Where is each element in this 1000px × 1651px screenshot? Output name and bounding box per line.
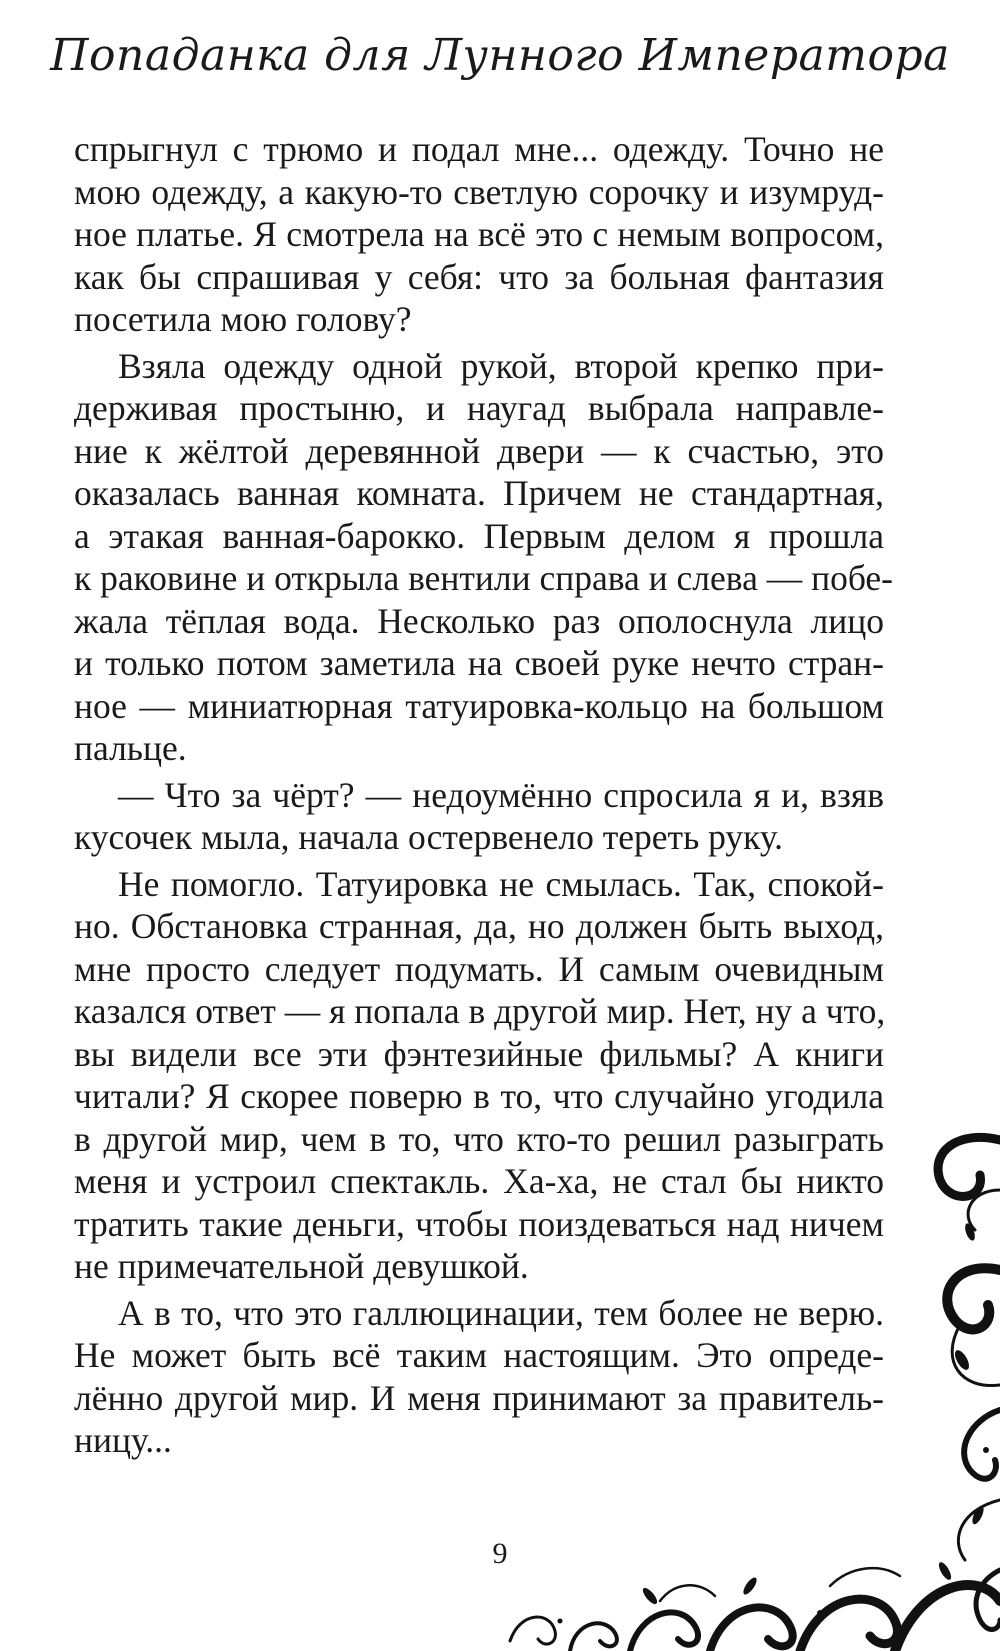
text-line: держивая простыню, и наугад выбрала направле- — [74, 388, 884, 428]
text-line: мою одежду, а какую-то светлую сорочку и изумруд- — [74, 171, 884, 212]
text-line: пальце. — [74, 728, 187, 768]
text-line: а этакая ванная-барокко. Первым делом я прошла — [74, 515, 884, 556]
paragraph — [74, 1292, 884, 1462]
text-line: жала тёплая вода. Несколько раз ополоснула лицо — [74, 600, 884, 641]
paragraph — [74, 774, 884, 859]
text-line: А в то, что это галлюцинации, тем более не верю. — [118, 1292, 884, 1333]
text-line: кусочек мыла, начала остервенело тереть руку. — [74, 817, 783, 857]
text-line: ное — миниатюрная татуировка-кольцо на большом — [74, 685, 884, 726]
paragraph — [74, 128, 884, 341]
text-line: и только потом заметила на своей руке нечто стран- — [74, 643, 884, 683]
text-line: читали? Я скорее поверю в то, что случайно угодила — [74, 1076, 884, 1116]
text-line: как бы спрашивая у себя: что за больная фантазия — [74, 256, 884, 297]
page-number: 9 — [492, 1537, 508, 1570]
text-line: к раковине и открыла вентили справа и слева — побе- — [74, 558, 893, 598]
text-line: вы видели все эти фэнтезийные фильмы? А книги — [74, 1033, 884, 1074]
text-line: — Что за чёрт? — недоумённо спросила я и, взяв — [118, 774, 884, 815]
text-line: не примечательной девушкой. — [74, 1246, 529, 1286]
text-line: казался ответ — я попала в другой мир. Нет, ну а что, — [74, 991, 886, 1031]
paragraph — [74, 345, 893, 770]
text-line: меня и устроил спектакль. Ха-ха, не стал бы никто — [74, 1161, 884, 1201]
text-line: в другой мир, чем в то, что кто-то решил разыграть — [74, 1118, 884, 1159]
text-line: ние к жёлтой деревянной двери — к счастью, это — [74, 430, 884, 471]
text-line: но. Обстановка странная, да, но должен быть выход, — [74, 906, 884, 946]
text-line: ницу... — [74, 1420, 172, 1460]
running-head: Попаданка для Лунного Императора — [50, 30, 950, 81]
text-line: ное платье. Я смотрела на всё это с немым вопросом, — [74, 214, 884, 254]
text-line: оказалась ванная комната. Причем не стандартная, — [74, 473, 884, 513]
paragraph — [74, 863, 884, 1288]
flourish-ornament-icon — [500, 1541, 1000, 1651]
text-line: Не может быть всё таким настоящим. Это опреде- — [74, 1335, 884, 1375]
text-line: мне просто следует подумать. И самым очевидным — [74, 948, 884, 989]
body-text — [74, 128, 893, 1462]
text-line: тратить такие деньги, чтобы поиздеваться над ничем — [74, 1203, 884, 1244]
text-line: Не помогло. Татуировка не смылась. Так, спокой- — [118, 863, 884, 904]
text-line: спрыгнул с трюмо и подал мне... одежду. Точно не — [74, 129, 884, 169]
text-line: лённо другой мир. И меня принимают за правитель- — [74, 1377, 884, 1418]
text-line: Взяла одежду одной рукой, второй крепко при- — [118, 345, 884, 386]
text-line: посетила мою голову? — [74, 299, 412, 339]
